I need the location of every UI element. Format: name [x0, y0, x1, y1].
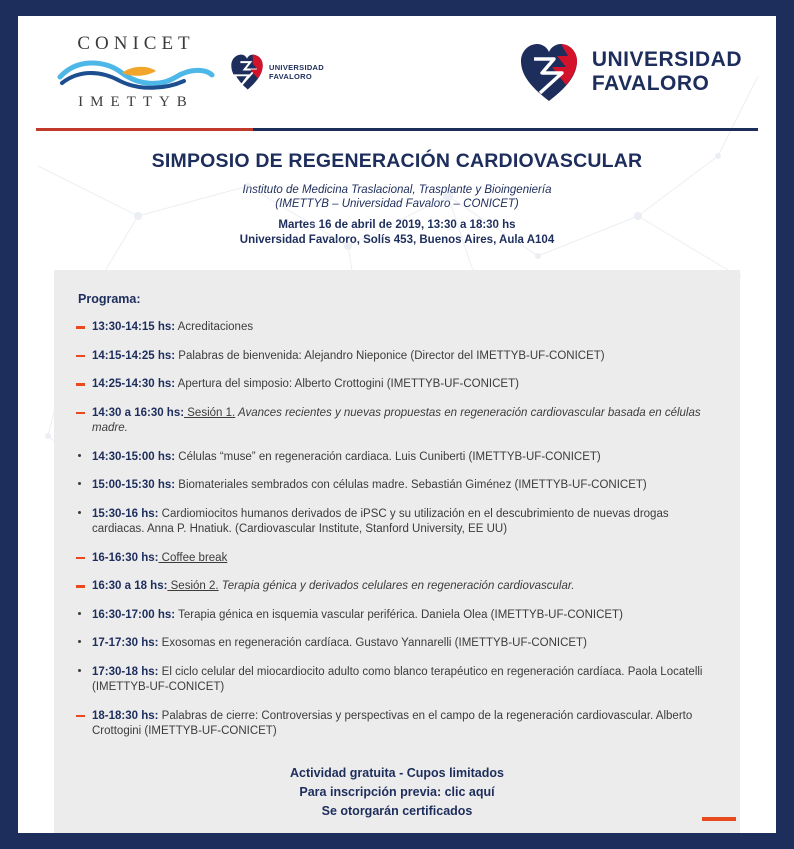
- dash-bullet-icon: [76, 326, 85, 329]
- page-title: SIMPOSIO DE REGENERACIÓN CARDIOVASCULAR: [151, 150, 643, 172]
- favaloro-wordmark-line2: FAVALORO: [591, 72, 710, 95]
- dash-bullet-icon: [76, 585, 85, 588]
- favaloro-small-logo: [230, 53, 324, 91]
- program-item-description: Apertura del simposio: Alberto Crottogini (IMETTYB-UF-CONICET): [175, 378, 519, 391]
- program-item: [76, 579, 718, 595]
- favaloro-small-line2: FAVALORO: [269, 72, 312, 81]
- program-item-time: 14:25-14:30 hs:: [92, 378, 176, 391]
- program-item-session: Sesión 2.: [167, 580, 219, 593]
- program-item: [76, 320, 718, 336]
- program-item-description: Exosomas en regeneración cardíaca. Gustavo Yannarelli (IMETTYB-UF-CONICET): [158, 637, 587, 650]
- conicet-logo: [56, 34, 216, 110]
- program-item: [76, 507, 718, 538]
- poster-sheet: [18, 16, 776, 833]
- bottom-accent-mark: [702, 817, 736, 821]
- program-item-time: 16:30-17:00 hs:: [92, 608, 176, 621]
- program-item-description: Avances recientes y nuevas propuestas en regeneración cardiovascular basada en células madre.: [92, 406, 701, 435]
- program-item-description: Cardiomiocitos humanos derivados de iPSC y su utilización en el descubrimiento de nuevas drogas cardiacas. Anna P. Hnatiuk. (Cardiovascular Institute, Stanford University, EE UU): [92, 507, 669, 536]
- dash-bullet-icon: [76, 355, 85, 358]
- program-item-session: Sesión 1.: [184, 406, 236, 419]
- program-heading: Programa:: [78, 292, 141, 306]
- program-item-description: Células “muse” en regeneración cardiaca. Luis Cuniberti (IMETTYB-UF-CONICET): [175, 450, 601, 463]
- dot-bullet-icon: [78, 482, 81, 485]
- favaloro-logo: [518, 41, 742, 103]
- dot-bullet-icon: [78, 640, 81, 643]
- conicet-swoosh-icon: [56, 57, 216, 91]
- event-date: Martes 16 de abril de 2019, 13:30 a 18:30 hs: [278, 219, 516, 231]
- header-divider-navy: [253, 128, 758, 131]
- program-item: [76, 478, 718, 494]
- footer-block: [76, 766, 718, 818]
- program-item-time: 18-18:30 hs:: [92, 709, 159, 722]
- program-item-time: 15:30-16 hs:: [92, 507, 159, 520]
- program-item-description: Palabras de bienvenida: Alejandro Nieponice (Director del IMETTYB-UF-CONICET): [175, 349, 605, 362]
- dash-bullet-icon: [76, 412, 85, 415]
- program-item-description: Biomateriales sembrados con células madre. Sebastián Giménez (IMETTYB-UF-CONICET): [175, 479, 647, 492]
- program-list: [76, 320, 718, 740]
- program-item-time: 15:00-15:30 hs:: [92, 479, 176, 492]
- favaloro-small-line1: UNIVERSIDAD: [269, 62, 324, 72]
- header-divider: [36, 128, 758, 131]
- dash-bullet-icon: [76, 715, 85, 718]
- program-item-time: 16-16:30 hs:: [92, 551, 159, 564]
- program-item-time: 17-17:30 hs:: [92, 637, 159, 650]
- program-item-description: Terapia génica en isquemia vascular periférica. Daniela Olea (IMETTYB-UF-CONICET): [175, 608, 623, 621]
- program-item: [76, 450, 718, 466]
- institute-line-1: Instituto de Medicina Traslacional, Trasplante y Bioingeniería: [242, 184, 552, 196]
- conicet-wordmark: CONICET: [77, 33, 195, 54]
- favaloro-heart-icon-large: [518, 41, 580, 103]
- program-item-description: Palabras de cierre: Controversias y perspectivas en el campo de la regeneración cardiovascular. Alberto Crottogini (IMETTYB-UF-CONICET): [92, 709, 693, 738]
- dot-bullet-icon: [78, 454, 81, 457]
- program-item-time: 14:30 a 16:30 hs:: [92, 406, 185, 419]
- program-item: [76, 636, 718, 652]
- program-item: [76, 608, 718, 624]
- dash-bullet-icon: [76, 557, 85, 560]
- poster-header: [18, 16, 776, 128]
- institute-line-2: (IMETTYB – Universidad Favaloro – CONICET): [275, 198, 519, 210]
- dot-bullet-icon: [78, 669, 81, 672]
- favaloro-wordmark: [592, 48, 742, 96]
- program-item-description: El ciclo celular del miocardiocito adulto como blanco terapéutico en regeneración cardíaca. Paola Locatelli (IMETTYB-UF-CONICET): [92, 665, 703, 694]
- imettyb-wordmark: IMETTYB: [78, 94, 194, 110]
- program-panel: [54, 270, 740, 833]
- program-item-description: Terapia génica y derivados celulares en regeneración cardiovascular.: [218, 580, 575, 593]
- footer-line-certificates: Se otorgarán certificados: [321, 803, 473, 818]
- program-item: [76, 709, 718, 740]
- program-item-session: Coffee break: [158, 551, 228, 564]
- registration-link[interactable]: Para inscripción previa: clic aquí: [299, 784, 495, 799]
- program-item-description: Acreditaciones: [175, 321, 254, 333]
- program-item-time: 14:30-15:00 hs:: [92, 450, 176, 463]
- conicet-imettyb-logo: [56, 34, 324, 110]
- program-item: [76, 349, 718, 365]
- program-item: [76, 406, 718, 437]
- program-item: [76, 551, 718, 567]
- favaloro-wordmark-line1: UNIVERSIDAD: [591, 47, 742, 71]
- program-item: [76, 665, 718, 696]
- event-venue: Universidad Favaloro, Solís 453, Buenos Aires, Aula A104: [239, 234, 555, 246]
- favaloro-small-text: [269, 63, 324, 82]
- program-item-time: 13:30-14:15 hs:: [92, 321, 176, 333]
- program-item: [76, 377, 718, 393]
- favaloro-heart-icon: [230, 53, 264, 91]
- footer-line-free: Actividad gratuita - Cupos limitados: [290, 765, 504, 780]
- dash-bullet-icon: [76, 383, 85, 386]
- dot-bullet-icon: [78, 511, 81, 514]
- program-item-time: 14:15-14:25 hs:: [92, 349, 176, 362]
- program-item-time: 17:30-18 hs:: [92, 665, 159, 678]
- program-item-time: 16:30 a 18 hs:: [92, 580, 168, 593]
- title-block: [18, 128, 776, 252]
- dot-bullet-icon: [78, 612, 81, 615]
- header-divider-red: [36, 128, 253, 131]
